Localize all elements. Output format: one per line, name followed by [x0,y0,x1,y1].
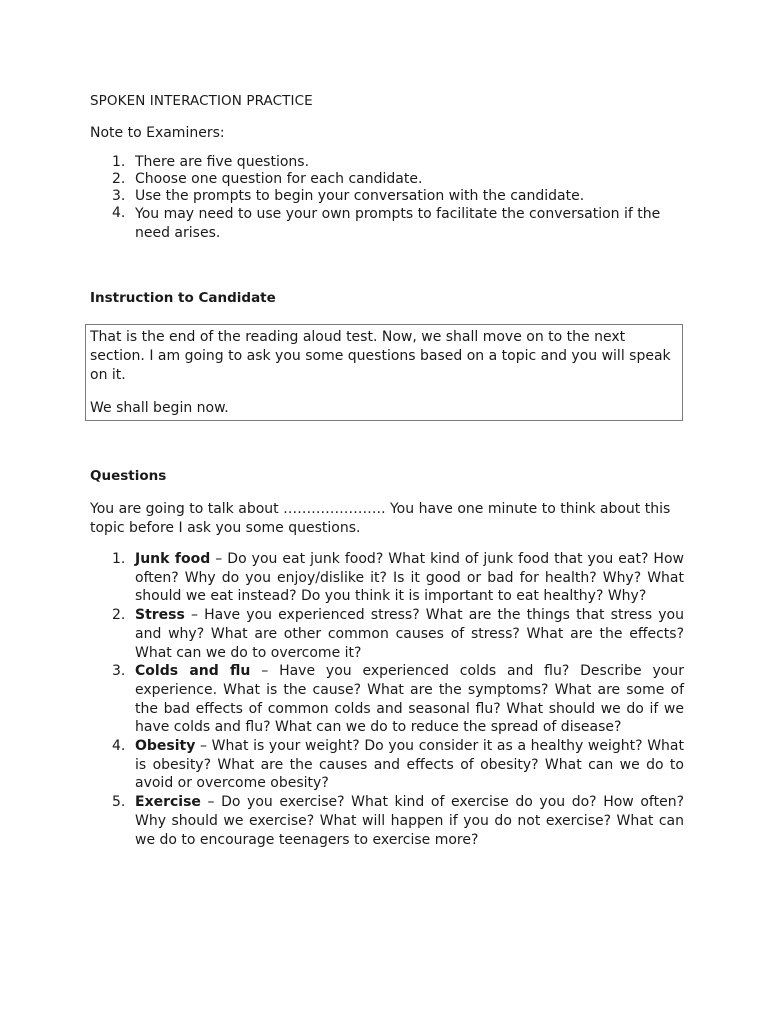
note-text: You may need to use your own prompts to facilitate the conversation if the need arises. [135,206,661,241]
instruction-box [85,324,683,421]
note-text: Choose one question for each candidate. [135,171,423,187]
question-item [90,793,684,849]
questions-intro: You are going to talk about …………………. You have one minute to think about this topic before I ask you some questions. [90,501,671,536]
document-title: SPOKEN INTERACTION PRACTICE [90,93,313,109]
question-item [90,737,684,793]
note-text: There are five questions. [135,154,310,170]
list-number: 1. [112,154,126,170]
examiner-note [90,188,684,205]
examiner-notes-list [90,154,684,243]
question-topic: Obesity [135,738,196,755]
list-number: 2. [112,607,126,624]
questions-list [90,550,684,849]
list-number: 1. [112,551,126,567]
question-text: – Do you eat junk food? What kind of junk food that you eat? How often? Why do you enjoy/dislike it? Is it good or bad for health? Why? What should we eat instead? Do you think it is important to eat healthy? Why? [135,551,684,605]
question-item [90,662,684,737]
question-item [90,606,684,662]
question-text: – What is your weight? Do you consider it as a healthy weight? What is obesity? What are the causes and effects of obesity? What can we do to avoid or overcome obesity? [135,738,684,792]
list-number: 4. [112,738,126,755]
list-number: 4. [112,205,126,221]
question-topic: Stress [135,607,185,624]
examiner-note [90,154,684,171]
list-number: 2. [112,171,126,187]
instruction-heading: Instruction to Candidate [90,290,276,306]
document-page [90,92,684,849]
note-text: Use the prompts to begin your conversation with the candidate. [135,188,585,204]
list-number: 3. [112,663,126,680]
question-topic: Colds and flu [135,663,251,680]
examiner-note [90,171,684,188]
question-topic: Junk food [135,551,211,567]
list-number: 3. [112,188,126,204]
list-number: 5. [112,794,126,811]
instruction-paragraph: That is the end of the reading aloud test. Now, we shall move on to the next section. I am going to ask you some questions based on a topic and you will speak on it. [90,329,671,383]
question-text: – Have you experienced stress? What are the things that stress you and why? What are other common causes of stress? What are the effects? What can we do to overcome it? [135,607,684,661]
question-item [90,550,684,606]
question-text: – Have you experienced colds and flu? Describe your experience. What is the cause? What are the symptoms? What are some of the bad effects of common colds and seasonal flu? What should we do if we have colds and flu? What can we do to reduce the spread of disease? [135,663,684,736]
question-topic: Exercise [135,794,201,811]
examiner-note [90,205,684,243]
question-text: – Do you exercise? What kind of exercise do you do? How often? Why should we exercise? What will happen if you do not exercise? What can we do to encourage teenagers to exercise more? [135,794,684,848]
note-to-examiners-label: Note to Examiners: [90,125,225,141]
questions-heading: Questions [90,468,167,484]
instruction-paragraph: We shall begin now. [90,400,229,416]
